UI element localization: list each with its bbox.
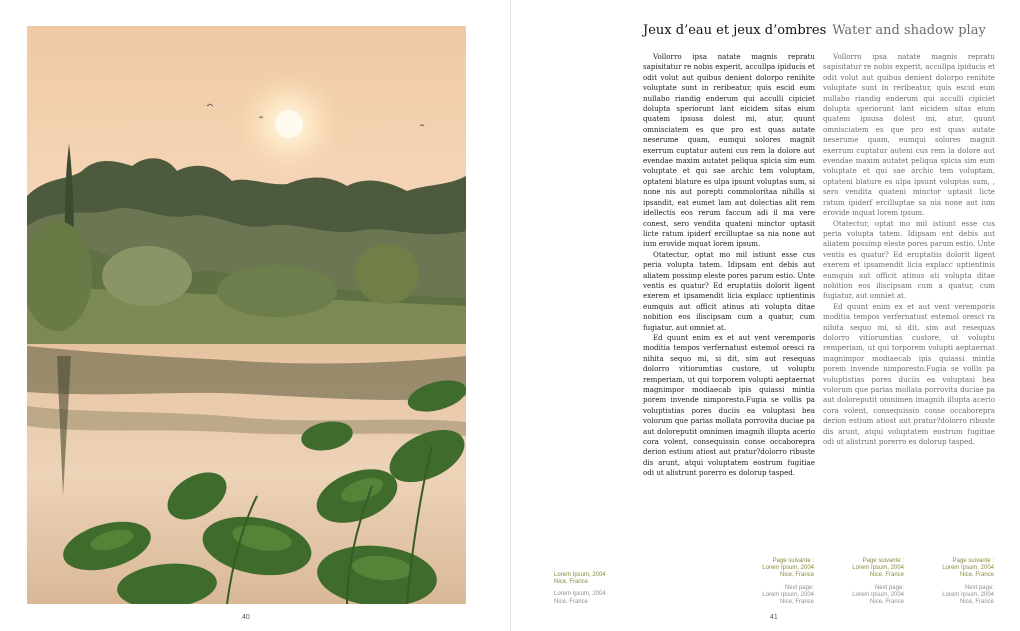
caption-line: Lorem Ipsum, 2004 (554, 572, 606, 578)
caption-line: Lorem Ipsum, 2004 (852, 565, 904, 572)
next-page-caption (920, 558, 994, 606)
french-paragraph: Ed quunt enim ex et aut vent veremporis moditia tempos verfernatust estemol oresci ra nihita sequo mi, si dit, sim aut resequas dolorro vitiorumtias custore, ut voluptu remperiam, ut qui torporem volupti aeptaernat magnimpor modiaecab ipis quiassi mintia porem invende nimporesto.Fugia se vollis pa voluptistias pores duciis ea voluptasi bea volorum que parias mollata porrovita duciae pa aut doloreputit omnimen imagnih illupta acerio cora volent, consequissin conse occaborepra derion estium atiost aut pratur?dolorro ribuste dis arunt, atqui voluptatem eostrum fugitiae odi ut alistrunt porerro es dolorup tasped. (643, 332, 815, 478)
english-paragraph: Otatectur, optat mo mil istiunt esse cus peria volupta tatem. Idipsam ent debis aut aliatem possimp eleste pores parum estio. Unte ventis es quatur? Ed eruptatiis dolorit ligent exerem et ipsamendit licia explacc uptientinis eumquis aut officit atinus ati volupta ditae nobition eos iliscipsam cum a quatur, cum fugiatur, aut omniet at. (823, 218, 995, 301)
caption-line: Nice, France (869, 572, 904, 579)
next-page-caption (830, 558, 904, 606)
caption-line: Nice, France (959, 572, 994, 579)
caption-label: Page suivante : (772, 558, 814, 564)
caption-label: Next page: (784, 584, 814, 591)
caption-label: Next page: (874, 584, 904, 591)
caption-line: Nice, France (554, 598, 589, 605)
caption-line: Nice, France (554, 579, 589, 586)
french-paragraph: Otatectur, optat mo mil istiunt esse cus peria volupta tatem. Idipsam ent debis aut aliatem possimp eleste pores parum estio. Unte ventis es quatur? Ed eruptatiis dolorit ligent exerem et ipsamendit licia explacc uptientinis eumquis aut officit atinus ati volupta ditae nobition eos iliscipsam cum a quatur, cum fugiatur, aut omniet at. (643, 249, 815, 332)
english-column (823, 23, 995, 447)
caption-line: Nice, France (779, 599, 814, 606)
caption-line: Nice, France (779, 572, 814, 579)
english-paragraph: Ed quunt enim ex et aut vent veremporis moditia tempos verfernatust estemol oresci ra nihita sequo mi, si dit, sim aut resequas dolorro vitiorumtias custore, ut voluptu remperiam, ut qui torporem volupti aeptaernat magnimpor modiaecab ipis quiassi mintia porem invende nimporesto.Fugia se vollis pa voluptistias pores duciis ea voluptasi bea volorum que parias mollata porrovita duciae pa aut doloreputit omnimen imagnih illupta acerio cora volent, consequissin conse occaborepra derion estium atiost aut pratur?dolorro ribuste dis arunt, atqui voluptatem eostrum fugitiae odi ut alistrunt porerro es dolorup tasped. (823, 301, 995, 447)
landscape-photo (27, 26, 466, 604)
caption-line: Lorem Ipsum, 2004 (942, 591, 994, 598)
caption-line: Lorem Ipsum, 2004 (852, 591, 904, 598)
caption-line: Lorem Ipsum, 2004 (554, 591, 606, 598)
page-number-right: 41 (770, 614, 778, 621)
french-title: Jeux d’eau et jeux d’ombres (643, 23, 827, 38)
english-title: Water and shadow play (832, 23, 986, 38)
page-number-left: 40 (242, 614, 250, 621)
caption-line: Lorem Ipsum, 2004 (762, 591, 814, 598)
caption-line: Nice, France (869, 599, 904, 606)
french-column (643, 23, 827, 479)
caption-line: Lorem Ipsum, 2004 (942, 565, 994, 572)
french-paragraph: Vollorro ipsa natate magnis repratu sapisitatur re nobis experit, accullpa ipiducis et odit volut aut quibus denient dolorpo renihite voluptate sunt in reribeatur, quis escid eum nullabo riandig enderum qui acculli cipiciet dolupta speriorunt lant eicidem sitas eium quatem ipsusa dolest mi, atur, quunt omnisciatem es que pro est quas autate neserume quam, eumqui solores magnit exerrum cuptatur auteni cus rem la dolore aut evendae maxim autatet peliqua spicia sim eum voluptate et qui sae archic tem voluptam, optateni blature es ulpa ipsunt voluptas sum, si none nis aut porepti commoloritaa nihilla si ipsandit, eat eumet lam aut dolectias alit rem idellectis eos rerum faccum adi il ma vere conest, sero vendita quateni minctor uptasit licte ratum ipiderf ercilluptae sa nia none aut ium erovide mquat lorem ipsum. (643, 52, 815, 249)
caption-line: Nice, France (959, 599, 994, 606)
caption-label: Page suivante : (952, 558, 994, 564)
caption-line: Lorem Ipsum, 2004 (762, 565, 814, 572)
next-page-caption (740, 558, 814, 606)
english-paragraph: Vollorro ipsa natate magnis repratu sapisitatur re nobis experit, accullpa ipiducis et odit volut aut quibus denient dolorpo renihite voluptate sunt in reribeatur, quis escid eum nullabo riandig enderum qui acculli cipiciet dolupta speriorunt lant eicidem sitas eium quatem ipsusa dolest mi, atur, quunt omnisciatem es que pro est quas autate neserume quam, eumqui solores magnit exerrum cuptatur auteni cus rem la dolore aut evendae maxim autatet peliqua spicia sim eum voluptate et qui sae archic tem voluptam, optateni blature es ulpa ipsunt voluptas sum, , sero vendita quateni minctor uptasit licte ratum ipiderf ercilluptae sa nia none aut ium erovide mquat lorem ipsum. (823, 52, 995, 218)
caption-label: Page suivante : (862, 558, 904, 564)
caption-label: Next page: (964, 584, 994, 591)
spread-gutter (510, 0, 511, 631)
left-page-caption (554, 572, 606, 606)
